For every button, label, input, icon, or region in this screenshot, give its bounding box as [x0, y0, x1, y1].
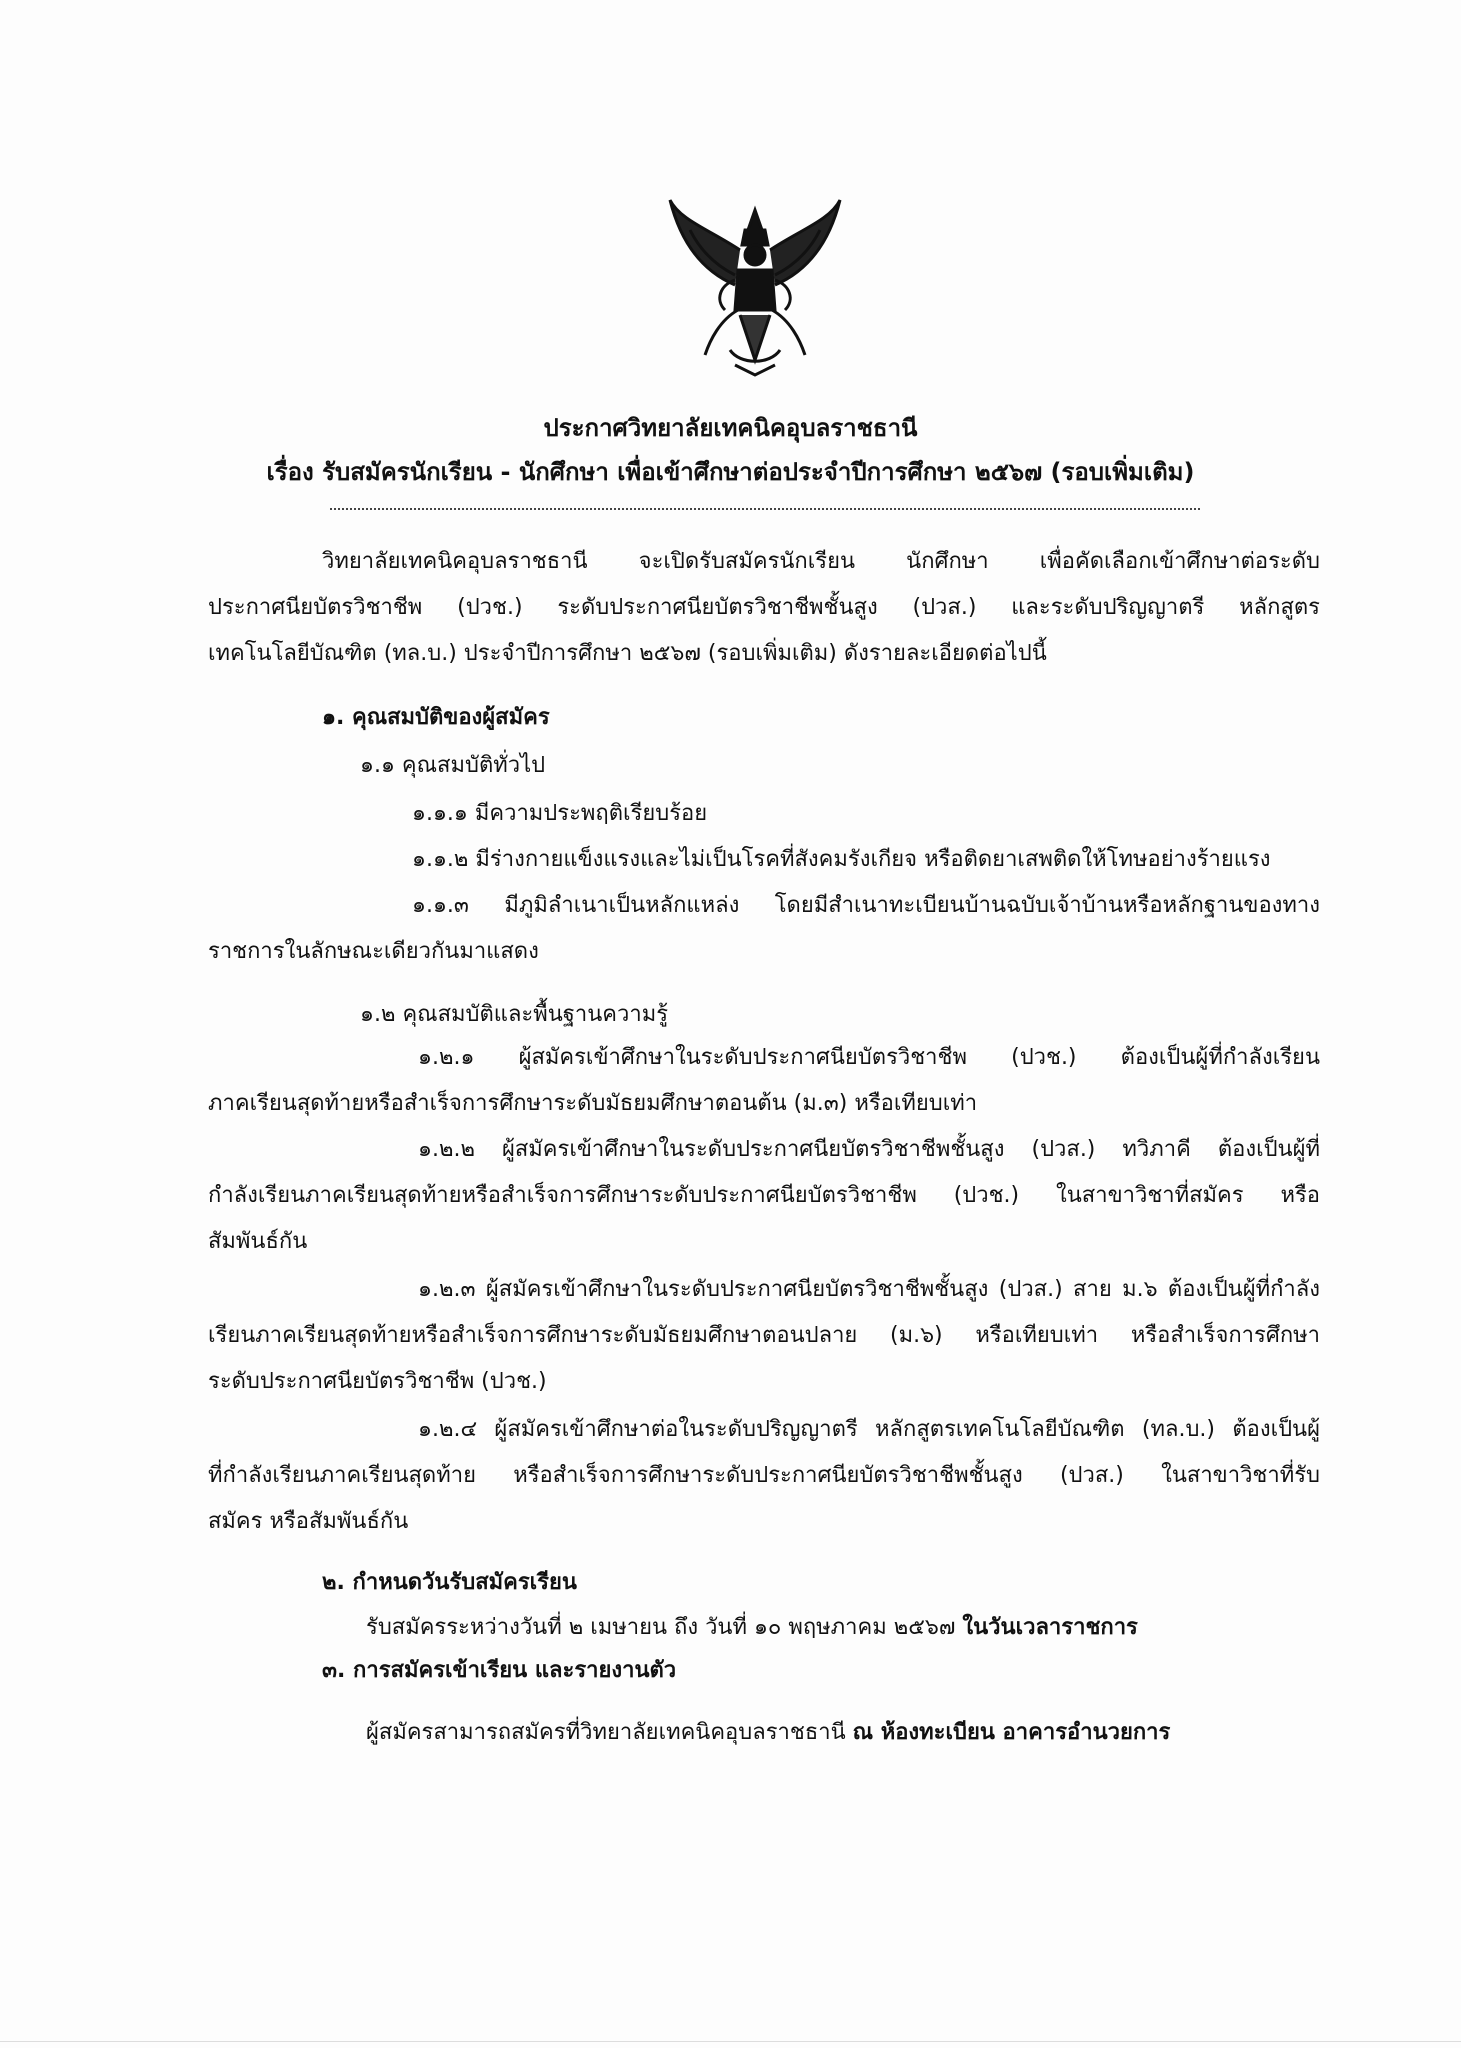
item-1-2-2-line-3: สัมพันธ์กัน	[208, 1229, 308, 1254]
item-1-2-4-line-2: ที่กำลังเรียนภาคเรียนสุดท้าย หรือสำเร็จการศึกษาระดับประกาศนียบัตรวิชาชีพชั้นสูง (ปวส.) ในสาขาวิชาที่รับ	[208, 1463, 1320, 1488]
application-location: ณ ห้องทะเบียน อาคารอำนวยการ	[852, 1720, 1171, 1745]
item-1-2-4-line-1: ๑.๒.๔ ผู้สมัครเข้าศึกษาต่อในระดับปริญญาตรี หลักสูตรเทคโนโลยีบัณฑิต (ทล.บ.) ต้องเป็นผู้	[418, 1417, 1320, 1442]
application-location-text: ผู้สมัครสามารถสมัครที่วิทยาลัยเทคนิคอุบลราชธานี	[366, 1720, 853, 1745]
section-2-line	[366, 1613, 1138, 1643]
intro-line-3: เทคโนโลยีบัณฑิต (ทล.บ.) ประจำปีการศึกษา ๒๕๖๗ (รอบเพิ่มเติม) ดังรายละเอียดต่อไปนี้	[208, 641, 1047, 666]
announcement-subject: เรื่อง รับสมัครนักเรียน - นักศึกษา เพื่อเข้าศึกษาต่อประจำปีการศึกษา ๒๕๖๗ (รอบเพิ่มเติม)	[266, 458, 1195, 486]
section-3-line	[366, 1718, 1170, 1748]
item-1-2-4-line-3: สมัคร หรือสัมพันธ์กัน	[208, 1509, 409, 1534]
item-1-2-3-line-3: ระดับประกาศนียบัตรวิชาชีพ (ปวช.)	[208, 1369, 547, 1394]
application-period: รับสมัครระหว่างวันที่ ๒ เมษายน ถึง วันที่ ๑๐ พฤษภาคม ๒๕๖๗	[366, 1615, 963, 1640]
announcement-title: ประกาศวิทยาลัยเทคนิคอุบลราชธานี	[543, 414, 918, 442]
section-1-heading: ๑. คุณสมบัติของผู้สมัคร	[322, 705, 550, 730]
intro-line-2: ประกาศนียบัตรวิชาชีพ (ปวช.) ระดับประกาศนียบัตรวิชาชีพชั้นสูง (ปวส.) และระดับปริญญาตรี หลักสูตร	[208, 595, 1320, 620]
garuda-emblem-icon	[660, 190, 850, 380]
page-bottom-edge	[0, 2041, 1461, 2042]
item-1-2-2-line-2: กำลังเรียนภาคเรียนสุดท้ายหรือสำเร็จการศึกษาระดับประกาศนียบัตรวิชาชีพ (ปวช.) ในสาขาวิชาที่สมัคร หรือ	[208, 1183, 1320, 1208]
item-1-2-1-line-1: ๑.๒.๑ ผู้สมัครเข้าศึกษาในระดับประกาศนียบัตรวิชาชีพ (ปวช.) ต้องเป็นผู้ที่กำลังเรียน	[418, 1045, 1320, 1070]
item-1-1-3-line-1: ๑.๑.๓ มีภูมิลำเนาเป็นหลักแหล่ง โดยมีสำเนาทะเบียนบ้านฉบับเจ้าบ้านหรือหลักฐานของทาง	[412, 893, 1320, 918]
item-1-2-2-line-1: ๑.๒.๒ ผู้สมัครเข้าศึกษาในระดับประกาศนียบัตรวิชาชีพชั้นสูง (ปวส.) ทวิภาคี ต้องเป็นผู้ที่	[418, 1137, 1320, 1162]
dotted-divider	[330, 508, 1200, 510]
item-1-1-3-line-2: ราชการในลักษณะเดียวกันมาแสดง	[208, 939, 539, 964]
item-1-1-1: ๑.๑.๑ มีความประพฤติเรียบร้อย	[412, 801, 708, 826]
intro-line-1: วิทยาลัยเทคนิคอุบลราชธานี จะเปิดรับสมัครนักเรียน นักศึกษา เพื่อคัดเลือกเข้าศึกษาต่อระดับ	[322, 549, 1320, 574]
item-1-1-2: ๑.๑.๒ มีร่างกายแข็งแรงและไม่เป็นโรคที่สังคมรังเกียจ หรือติดยาเสพติดให้โทษอย่างร้ายแรง	[412, 847, 1271, 872]
section-1-1-heading: ๑.๑ คุณสมบัติทั่วไป	[360, 753, 546, 778]
office-hours: ในวันเวลาราชการ	[962, 1615, 1138, 1640]
item-1-2-1-line-2: ภาคเรียนสุดท้ายหรือสำเร็จการศึกษาระดับมัธยมศึกษาตอนต้น (ม.๓) หรือเทียบเท่า	[208, 1091, 978, 1116]
section-3-heading: ๓. การสมัครเข้าเรียน และรายงานตัว	[322, 1658, 677, 1683]
item-1-2-3-line-2: เรียนภาคเรียนสุดท้ายหรือสำเร็จการศึกษาระดับมัธยมศึกษาตอนปลาย (ม.๖) หรือเทียบเท่า หรือสำเร็จการศึกษา	[208, 1323, 1320, 1348]
item-1-2-3-line-1: ๑.๒.๓ ผู้สมัครเข้าศึกษาในระดับประกาศนียบัตรวิชาชีพชั้นสูง (ปวส.) สาย ม.๖ ต้องเป็นผู้ที่กำลัง	[418, 1277, 1320, 1302]
section-2-heading: ๒. กำหนดวันรับสมัครเรียน	[322, 1570, 577, 1595]
section-1-2-heading: ๑.๒ คุณสมบัติและพื้นฐานความรู้	[360, 1002, 669, 1027]
